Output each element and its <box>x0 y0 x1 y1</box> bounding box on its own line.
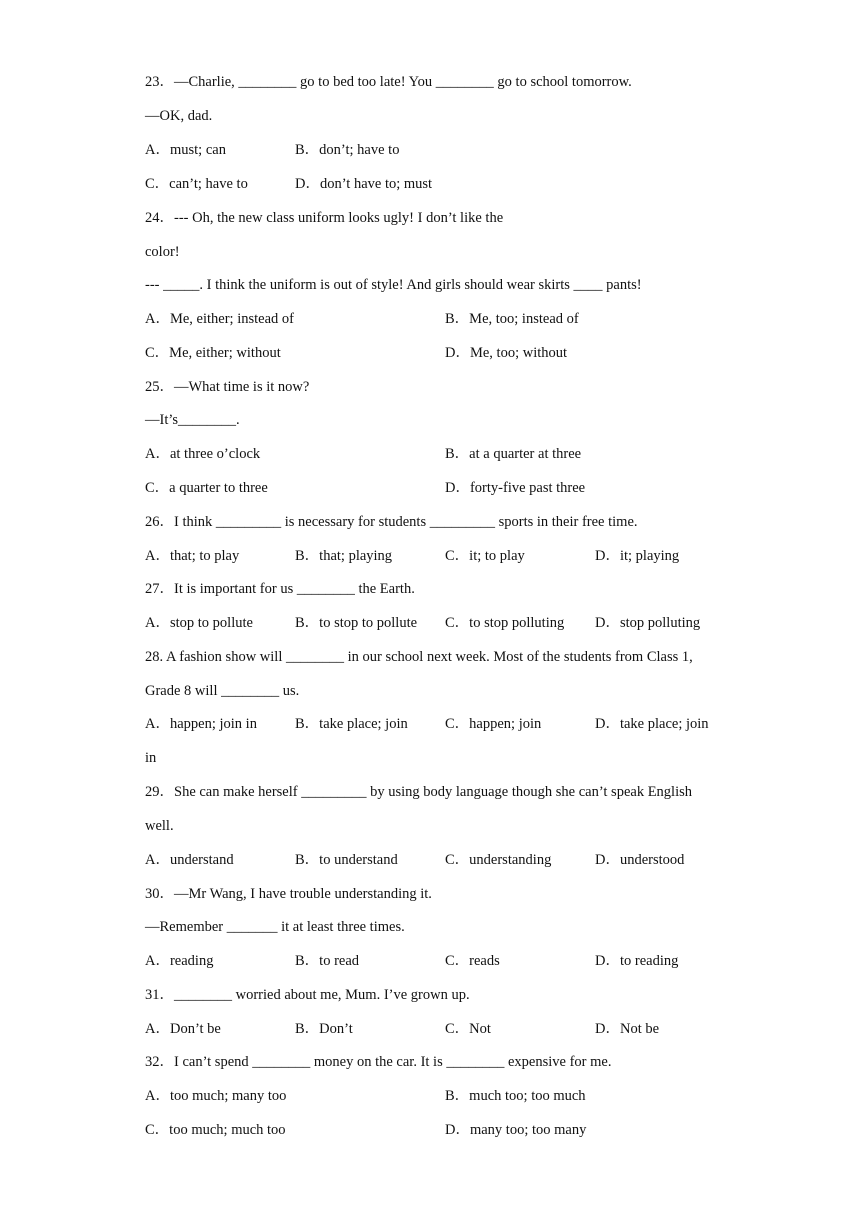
question-30-option-a[interactable]: A．reading <box>145 953 214 969</box>
question-28-option-a[interactable]: A．happen; join in <box>145 716 257 732</box>
question-28-option-b[interactable]: B．take place; join <box>295 716 408 732</box>
question-23-option-c[interactable]: C．can’t; have to <box>145 176 248 192</box>
question-28-option-d-wrap[interactable]: in <box>145 750 157 766</box>
question-25-option-c[interactable]: C．a quarter to three <box>145 480 268 496</box>
question-24-options-row-1 <box>145 309 745 329</box>
question-28-stem-line-2: Grade 8 will ________ us. <box>145 683 300 699</box>
question-31-option-d[interactable]: D．Not be <box>595 1021 660 1037</box>
question-29-stem-line-1: 29．She can make herself _________ by using body language though she can’t speak English <box>145 784 692 800</box>
question-26-stem-line-1: 26．I think _________ is necessary for students _________ sports in their free time. <box>145 514 638 530</box>
question-27-option-a[interactable]: A．stop to pollute <box>145 615 253 631</box>
question-26-option-d[interactable]: D．it; playing <box>595 548 680 564</box>
question-24-stem-line-1: 24．--- Oh, the new class uniform looks ugly! I don’t like the <box>145 210 504 226</box>
question-32-option-b[interactable]: B．much too; too much <box>445 1088 586 1104</box>
question-23-option-a[interactable]: A．must; can <box>145 142 226 158</box>
question-31-option-c[interactable]: C．Not <box>445 1021 491 1037</box>
question-32-options-row-1 <box>145 1086 745 1106</box>
question-23-option-d[interactable]: D．don’t have to; must <box>295 176 433 192</box>
question-23-option-b[interactable]: B．don’t; have to <box>295 142 400 158</box>
question-24-options-row-2 <box>145 343 745 363</box>
question-25-option-a[interactable]: A．at three o’clock <box>145 446 261 462</box>
question-24-option-b[interactable]: B．Me, too; instead of <box>445 311 579 327</box>
question-29-option-b[interactable]: B．to understand <box>295 852 398 868</box>
question-23-stem-line-1: 23．—Charlie, ________ go to bed too late! You ________ go to school tomorrow. <box>145 74 632 90</box>
question-27-option-c[interactable]: C．to stop polluting <box>445 615 565 631</box>
question-28-option-d[interactable]: D．take place; join <box>595 716 709 732</box>
question-23-stem-line-2: —OK, dad. <box>145 108 213 124</box>
question-25-stem-line-1: 25．—What time is it now? <box>145 379 310 395</box>
question-31-option-a[interactable]: A．Don’t be <box>145 1021 221 1037</box>
question-23-options-row-2 <box>145 174 745 194</box>
question-24-option-d[interactable]: D．Me, too; without <box>445 345 568 361</box>
question-23-options-row-1 <box>145 140 745 160</box>
question-30-options-row <box>145 951 745 971</box>
question-27-options-row <box>145 613 745 633</box>
question-24-stem-line-2: color! <box>145 244 180 260</box>
question-32-stem-line-1: 32．I can’t spend ________ money on the car. It is ________ expensive for me. <box>145 1054 612 1070</box>
question-25-options-row-2 <box>145 478 745 498</box>
question-29-option-a[interactable]: A．understand <box>145 852 234 868</box>
question-26-option-c[interactable]: C．it; to play <box>445 548 525 564</box>
question-27-stem-line-1: 27．It is important for us ________ the Earth. <box>145 581 415 597</box>
question-30-stem-line-2: —Remember _______ it at least three times. <box>145 919 405 935</box>
question-30-option-c[interactable]: C．reads <box>445 953 500 969</box>
question-32-option-a[interactable]: A．too much; many too <box>145 1088 287 1104</box>
question-26-option-b[interactable]: B．that; playing <box>295 548 393 564</box>
question-28-stem-line-1: 28. A fashion show will ________ in our school next week. Most of the students from Class 1, <box>145 649 693 665</box>
question-25-option-d[interactable]: D．forty-five past three <box>445 480 586 496</box>
question-26-option-a[interactable]: A．that; to play <box>145 548 240 564</box>
question-31-option-b[interactable]: B．Don’t <box>295 1021 353 1037</box>
question-32-option-d[interactable]: D．many too; too many <box>445 1122 587 1138</box>
question-32-option-c[interactable]: C．too much; much too <box>145 1122 286 1138</box>
question-25-stem-line-2: —It’s________. <box>145 412 240 428</box>
question-30-option-d[interactable]: D．to reading <box>595 953 679 969</box>
question-31-options-row <box>145 1019 745 1039</box>
question-24-stem-line-3: --- _____. I think the uniform is out of style! And girls should wear skirts ____ pants! <box>145 277 642 293</box>
question-29-stem-line-2: well. <box>145 818 174 834</box>
question-32-options-row-2 <box>145 1120 745 1140</box>
question-29-option-c[interactable]: C．understanding <box>445 852 552 868</box>
question-26-options-row <box>145 546 745 566</box>
question-27-option-b[interactable]: B．to stop to pollute <box>295 615 418 631</box>
question-30-option-b[interactable]: B．to read <box>295 953 360 969</box>
question-30-stem-line-1: 30．—Mr Wang, I have trouble understanding it. <box>145 886 432 902</box>
question-29-options-row <box>145 850 745 870</box>
question-24-option-a[interactable]: A．Me, either; instead of <box>145 311 294 327</box>
question-28-options-row <box>145 714 745 734</box>
question-25-option-b[interactable]: B．at a quarter at three <box>445 446 582 462</box>
question-31-stem-line-1: 31．________ worried about me, Mum. I’ve grown up. <box>145 987 470 1003</box>
question-28-option-c[interactable]: C．happen; join <box>445 716 542 732</box>
question-27-option-d[interactable]: D．stop polluting <box>595 615 701 631</box>
question-24-option-c[interactable]: C．Me, either; without <box>145 345 281 361</box>
question-25-options-row-1 <box>145 444 745 464</box>
question-29-option-d[interactable]: D．understood <box>595 852 685 868</box>
